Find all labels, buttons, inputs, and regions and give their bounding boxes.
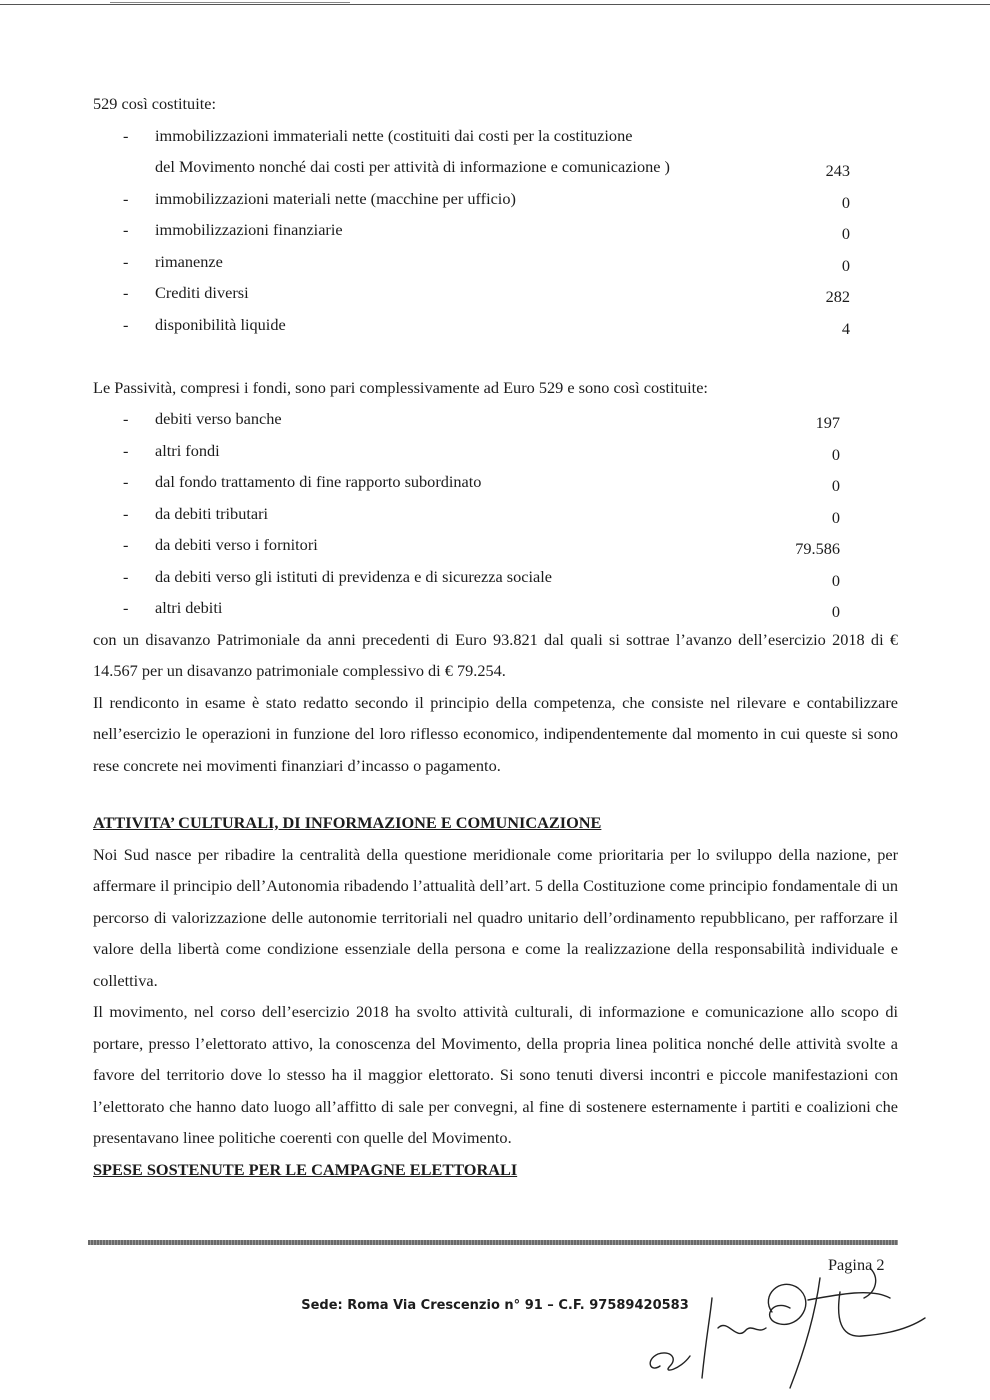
asset-label: rimanenze [155,251,223,271]
liability-label: altri fondi [155,440,220,460]
page-number: Pagina 2 [828,1255,885,1274]
assets-list [93,120,898,341]
asset-value: 4 [841,318,850,338]
scan-artifact-line [110,2,350,3]
spacer [93,781,898,807]
liability-label: da debiti tributari [155,503,269,523]
list-dash: - [123,125,129,145]
liability-value: 197 [815,413,840,432]
liability-label: debiti verso banche [155,409,282,428]
document-body [93,88,898,1185]
list-dash: - [123,566,129,586]
liability-row [93,561,898,593]
asset-label: Crediti diversi [155,283,249,302]
asset-row [93,277,898,309]
asset-row [93,151,898,183]
liability-row [93,435,898,467]
liability-row [93,403,898,435]
list-dash: - [123,598,129,617]
liability-value: 0 [831,476,840,495]
header-rule [0,4,990,5]
assets-intro: 529 così costituite: [93,94,216,113]
section-heading-attivita: ATTIVITA’ CULTURALI, DI INFORMAZIONE E COMUNICAZIONE [93,813,602,832]
liability-value: 0 [831,602,840,621]
liability-row [93,498,898,530]
asset-row [93,120,898,152]
asset-label: immobilizzazioni finanziarie [155,220,343,239]
asset-value: 0 [841,224,850,243]
list-dash: - [123,409,129,428]
asset-value: 0 [841,192,850,212]
liabilities-list [93,403,898,624]
liability-value: 0 [831,570,840,590]
asset-label: del Movimento nonché dai costi per attività di informazione e comunicazione ) [155,157,670,176]
liability-value: 79.586 [795,539,840,558]
asset-label: immobilizzazioni materiali nette (macchine per ufficio) [155,188,516,208]
asset-row [93,183,898,215]
list-dash: - [123,188,129,208]
liability-label: da debiti verso gli istituti di previdenza e di sicurezza sociale [155,566,552,586]
rendiconto-paragraph: Il rendiconto in esame è stato redatto secondo il principio della competenza, che consiste nel rilevare e contabilizzare nell’esercizio le operazioni in funzione del loro riflesso economico, indipendentemente dal momento in cui queste si sono rese concrete nei movimenti finanziari d’incasso o pagamento. [93,692,898,775]
list-dash: - [123,535,129,554]
liability-row [93,466,898,498]
asset-value: 282 [825,287,850,306]
asset-label: disponibilità liquide [155,314,286,334]
handwritten-signature [640,1258,940,1398]
footer-address: Sede: Roma Via Crescenzio n° 91 – C.F. 97589420583 [301,1298,689,1313]
liability-label: dal fondo trattamento di fine rapporto subordinato [155,472,482,491]
noisud-paragraph: Noi Sud nasce per ribadire la centralità della questione meridionale come prioritaria per lo sviluppo della nazione, per affermare il principio dell’Autonomia ribadendo l’attualità dell’art. 5 della Costituzione come principio fondamentale di un percorso di valorizzazione delle autonomie territoriali nel quadro unitario dell’ordinamento repubblicano, per rafforzare il valore della libertà come condizione essenziale della persona e come la realizzazione della responsabilità individuale e collettiva. [93,844,898,990]
footer-rule [88,1240,898,1245]
liabilities-intro: Le Passività, compresi i fondi, sono pari complessivamente ad Euro 529 e sono così costituite: [93,377,708,397]
list-dash: - [123,251,129,271]
asset-row [93,214,898,246]
liability-label: da debiti verso i fornitori [155,535,318,554]
section-heading-spese: SPESE SOSTENUTE PER LE CAMPAGNE ELETTORALI [93,1159,518,1179]
asset-row [93,246,898,278]
disavanzo-paragraph: con un disavanzo Patrimoniale da anni precedenti di Euro 93.821 dal quali si sottrae l’avanzo dell’esercizio 2018 di € 14.567 per un disavanzo patrimoniale complessivo di € 79.254. [93,629,898,680]
asset-row [93,309,898,341]
list-dash: - [123,314,129,334]
list-dash: - [123,472,129,491]
asset-value: 0 [841,255,850,275]
liability-label: altri debiti [155,598,223,617]
spacer [93,340,898,372]
liability-value: 0 [831,444,840,464]
liability-value: 0 [831,507,840,527]
asset-value: 243 [825,161,850,180]
list-dash: - [123,283,129,302]
asset-label: immobilizzazioni immateriali nette (costituiti dai costi per la costituzione [155,125,633,145]
list-dash: - [123,440,129,460]
liability-row [93,592,898,624]
list-dash: - [123,503,129,523]
liability-row [93,529,898,561]
movimento-paragraph: Il movimento, nel corso dell’esercizio 2018 ha svolto attività culturali, di informazione e comunicazione allo scopo di portare, presso l’elettorato attivo, la conoscenza del Movimento, della propria linea politica nonché delle attività svolte a favore del territorio dove lo stesso ha il maggior elettorato. Si sono tenuti diversi incontri e piccole manifestazioni con l’elettorato che hanno dato luogo all’affitto di sale per convegni, al fine di sostenere esternamente i partiti e coalizioni che presentavano linee politiche coerenti con quelle del Movimento. [93,1002,898,1147]
list-dash: - [123,220,129,239]
